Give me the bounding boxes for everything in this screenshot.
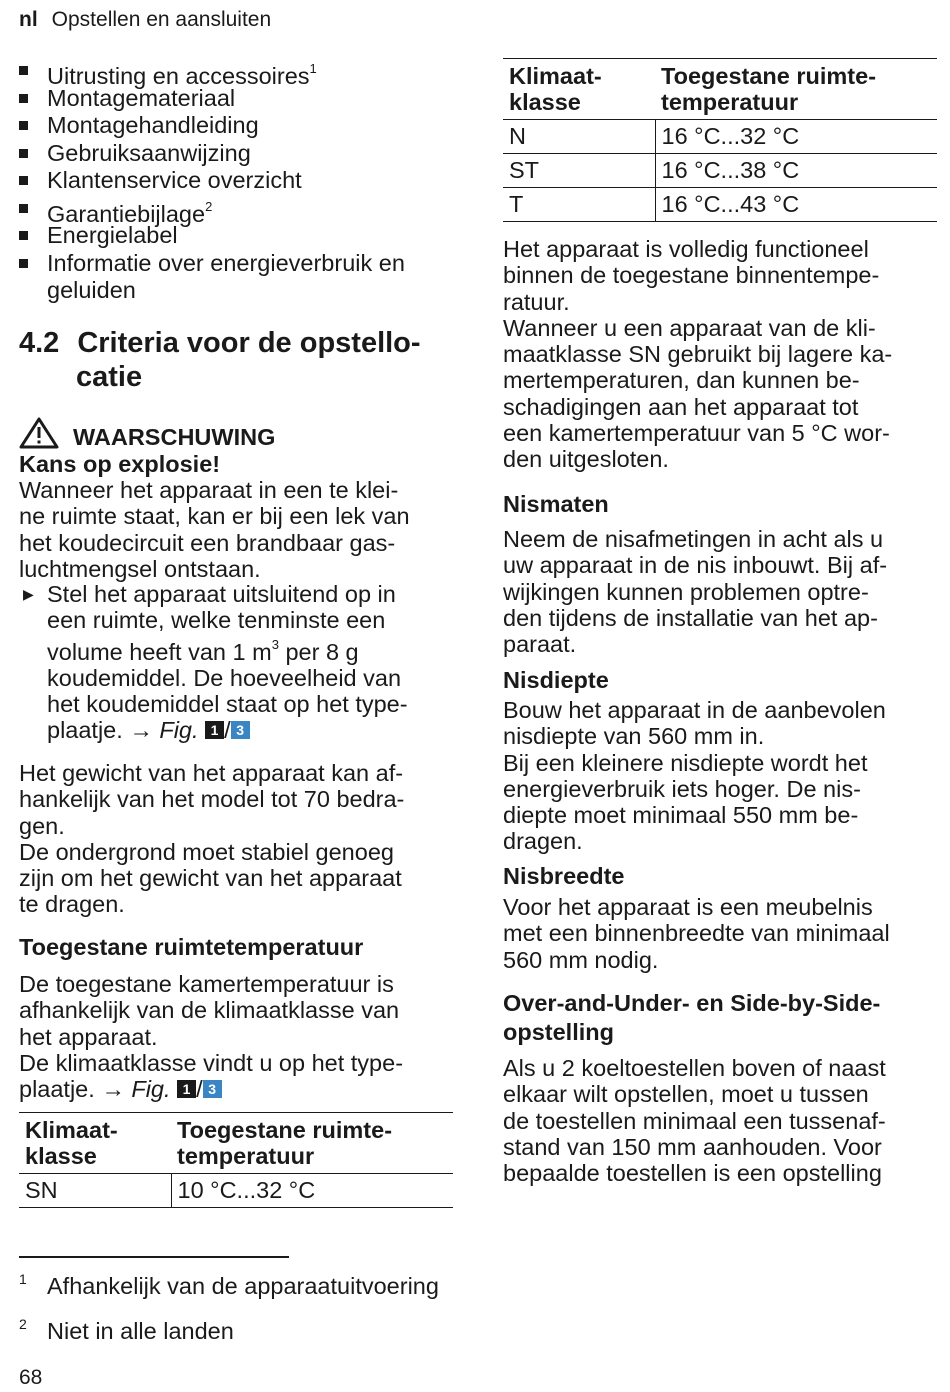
bullet-icon	[19, 94, 28, 103]
footnote-divider	[19, 1256, 289, 1258]
bullet-icon	[19, 176, 28, 185]
table-cell: T	[503, 188, 655, 222]
fig-link[interactable]: Fig.	[131, 1076, 171, 1103]
table-row	[503, 120, 937, 154]
table-row	[19, 1174, 453, 1208]
figure-badge-3[interactable]: 3	[203, 1080, 222, 1098]
language-code: nl	[19, 8, 38, 31]
warning-text: Wanneer het apparaat in een te klei- ne ruimte staat, kan er bij een lek van het koudecircuit een brandbaar gas- luchtmengsel ontstaan.	[19, 477, 410, 582]
figure-badge-3[interactable]: 3	[231, 721, 250, 739]
table-header: Toegestane ruimte- temperatuur	[177, 1117, 393, 1169]
section-title: Opstellen en aansluiten	[51, 8, 272, 31]
figure-badge-1[interactable]: 1	[205, 721, 224, 739]
table-row	[503, 188, 937, 222]
temp-paragraph: De toegestane kamertemperatuur is afhankelijk van de klimaatklasse van het apparaat. De klimaatklasse vindt u op het type- plaatje. → Fig. 1 / 3	[19, 971, 404, 1103]
bullet-icon	[19, 149, 28, 158]
footnote-ref: 2	[205, 198, 213, 214]
section-heading-cont: catie	[76, 361, 143, 393]
nisdiepte-heading: Nisdiepte	[503, 667, 609, 693]
warning-subtitle: Kans op explosie!	[19, 451, 221, 477]
page-header	[19, 8, 271, 32]
table-header: Klimaat- klasse	[25, 1117, 118, 1169]
bullet-icon	[19, 66, 28, 75]
temp-heading: Toegestane ruimtetemperatuur	[19, 934, 364, 960]
figure-badge-1[interactable]: 1	[177, 1080, 196, 1098]
bullet-icon	[19, 121, 28, 130]
bullet-icon	[19, 259, 28, 268]
warning-heading: WAARSCHUWING	[19, 420, 275, 458]
table-cell: 10 °C...32 °C	[171, 1174, 453, 1208]
warning-step: Stel het apparaat uitsluitend op in een ruimte, welke tenminste een volume heeft van 1 $m^3$ per 8 g koudemiddel. De hoeveelheid van het koudemiddel staat op het type- plaatje. → Fig. 1 / 3	[47, 581, 408, 744]
table-cell: 16 °C...32 °C	[655, 120, 937, 154]
page-number: 68	[19, 1366, 43, 1389]
table-cell: 16 °C...43 °C	[655, 188, 937, 222]
table-header-row	[503, 59, 937, 120]
climate-table-right	[503, 58, 937, 222]
bullet-icon	[19, 231, 28, 240]
table-header: Toegestane ruimte- temperatuur	[661, 63, 877, 115]
functional-paragraph: Het apparaat is volledig functioneel binnen de toegestane binnentempe- ratuur. Wanneer u een apparaat van de kli- maatklasse SN gebruikt bij lagere ka- mertemperaturen, dan kunnen be- schadigingen aan het apparaat tot een kamertemperatuur van 5 °C wor- den uitgesloten.	[503, 236, 893, 473]
overunder-heading-cont: opstelling	[503, 1019, 614, 1045]
nismaten-paragraph: Neem de nisafmetingen in acht als u uw apparaat in de nis inbouwt. Bij af- wijkingen kunnen problemen optre- den tijdens de installatie van het ap- paraat.	[503, 526, 888, 658]
step-arrow-icon: ▶	[23, 586, 34, 602]
fig-link[interactable]: Fig.	[159, 717, 199, 744]
warning-triangle-icon	[19, 417, 59, 455]
section-heading: 4.2 Criteria voor de opstello-	[19, 327, 421, 359]
nisbreedte-heading: Nisbreedte	[503, 863, 625, 889]
table-cell: 16 °C...38 °C	[655, 154, 937, 188]
bullet-icon	[19, 204, 28, 213]
nisbreedte-paragraph: Voor het apparaat is een meubelnis met een binnenbreedte van minimaal 560 mm nodig.	[503, 894, 890, 973]
nismaten-heading: Nismaten	[503, 491, 609, 517]
climate-table-left	[19, 1112, 453, 1208]
arrow-icon: →	[101, 1076, 125, 1103]
table-header: Klimaat- klasse	[509, 63, 602, 115]
table-row	[503, 154, 937, 188]
arrow-icon: →	[129, 717, 153, 744]
overunder-paragraph: Als u 2 koeltoestellen boven of naast elkaar wilt opstellen, moet u tussen de toestellen minimaal een tussenaf- stand van 150 mm aanhouden. Voor bepaalde toestellen is een opstelling	[503, 1055, 886, 1187]
footnote-ref: 1	[309, 61, 317, 76]
overunder-heading: Over-and-Under- en Side-by-Side-	[503, 990, 881, 1016]
table-header-row	[19, 1113, 453, 1174]
table-cell: SN	[19, 1174, 171, 1208]
weight-paragraph: Het gewicht van het apparaat kan af- hankelijk van het model tot 70 bedra- gen. De ondergrond moet stabiel genoeg zijn om het gewicht van het apparaat te dragen.	[19, 760, 405, 918]
table-cell: N	[503, 120, 655, 154]
nisdiepte-paragraph: Bouw het apparaat in de aanbevolen nisdiepte van 560 mm in. Bij een kleinere nisdiepte wordt het energieverbruik iets hoger. De nis- diepte moet minimaal 550 mm be- dragen.	[503, 697, 886, 855]
table-cell: ST	[503, 154, 655, 188]
